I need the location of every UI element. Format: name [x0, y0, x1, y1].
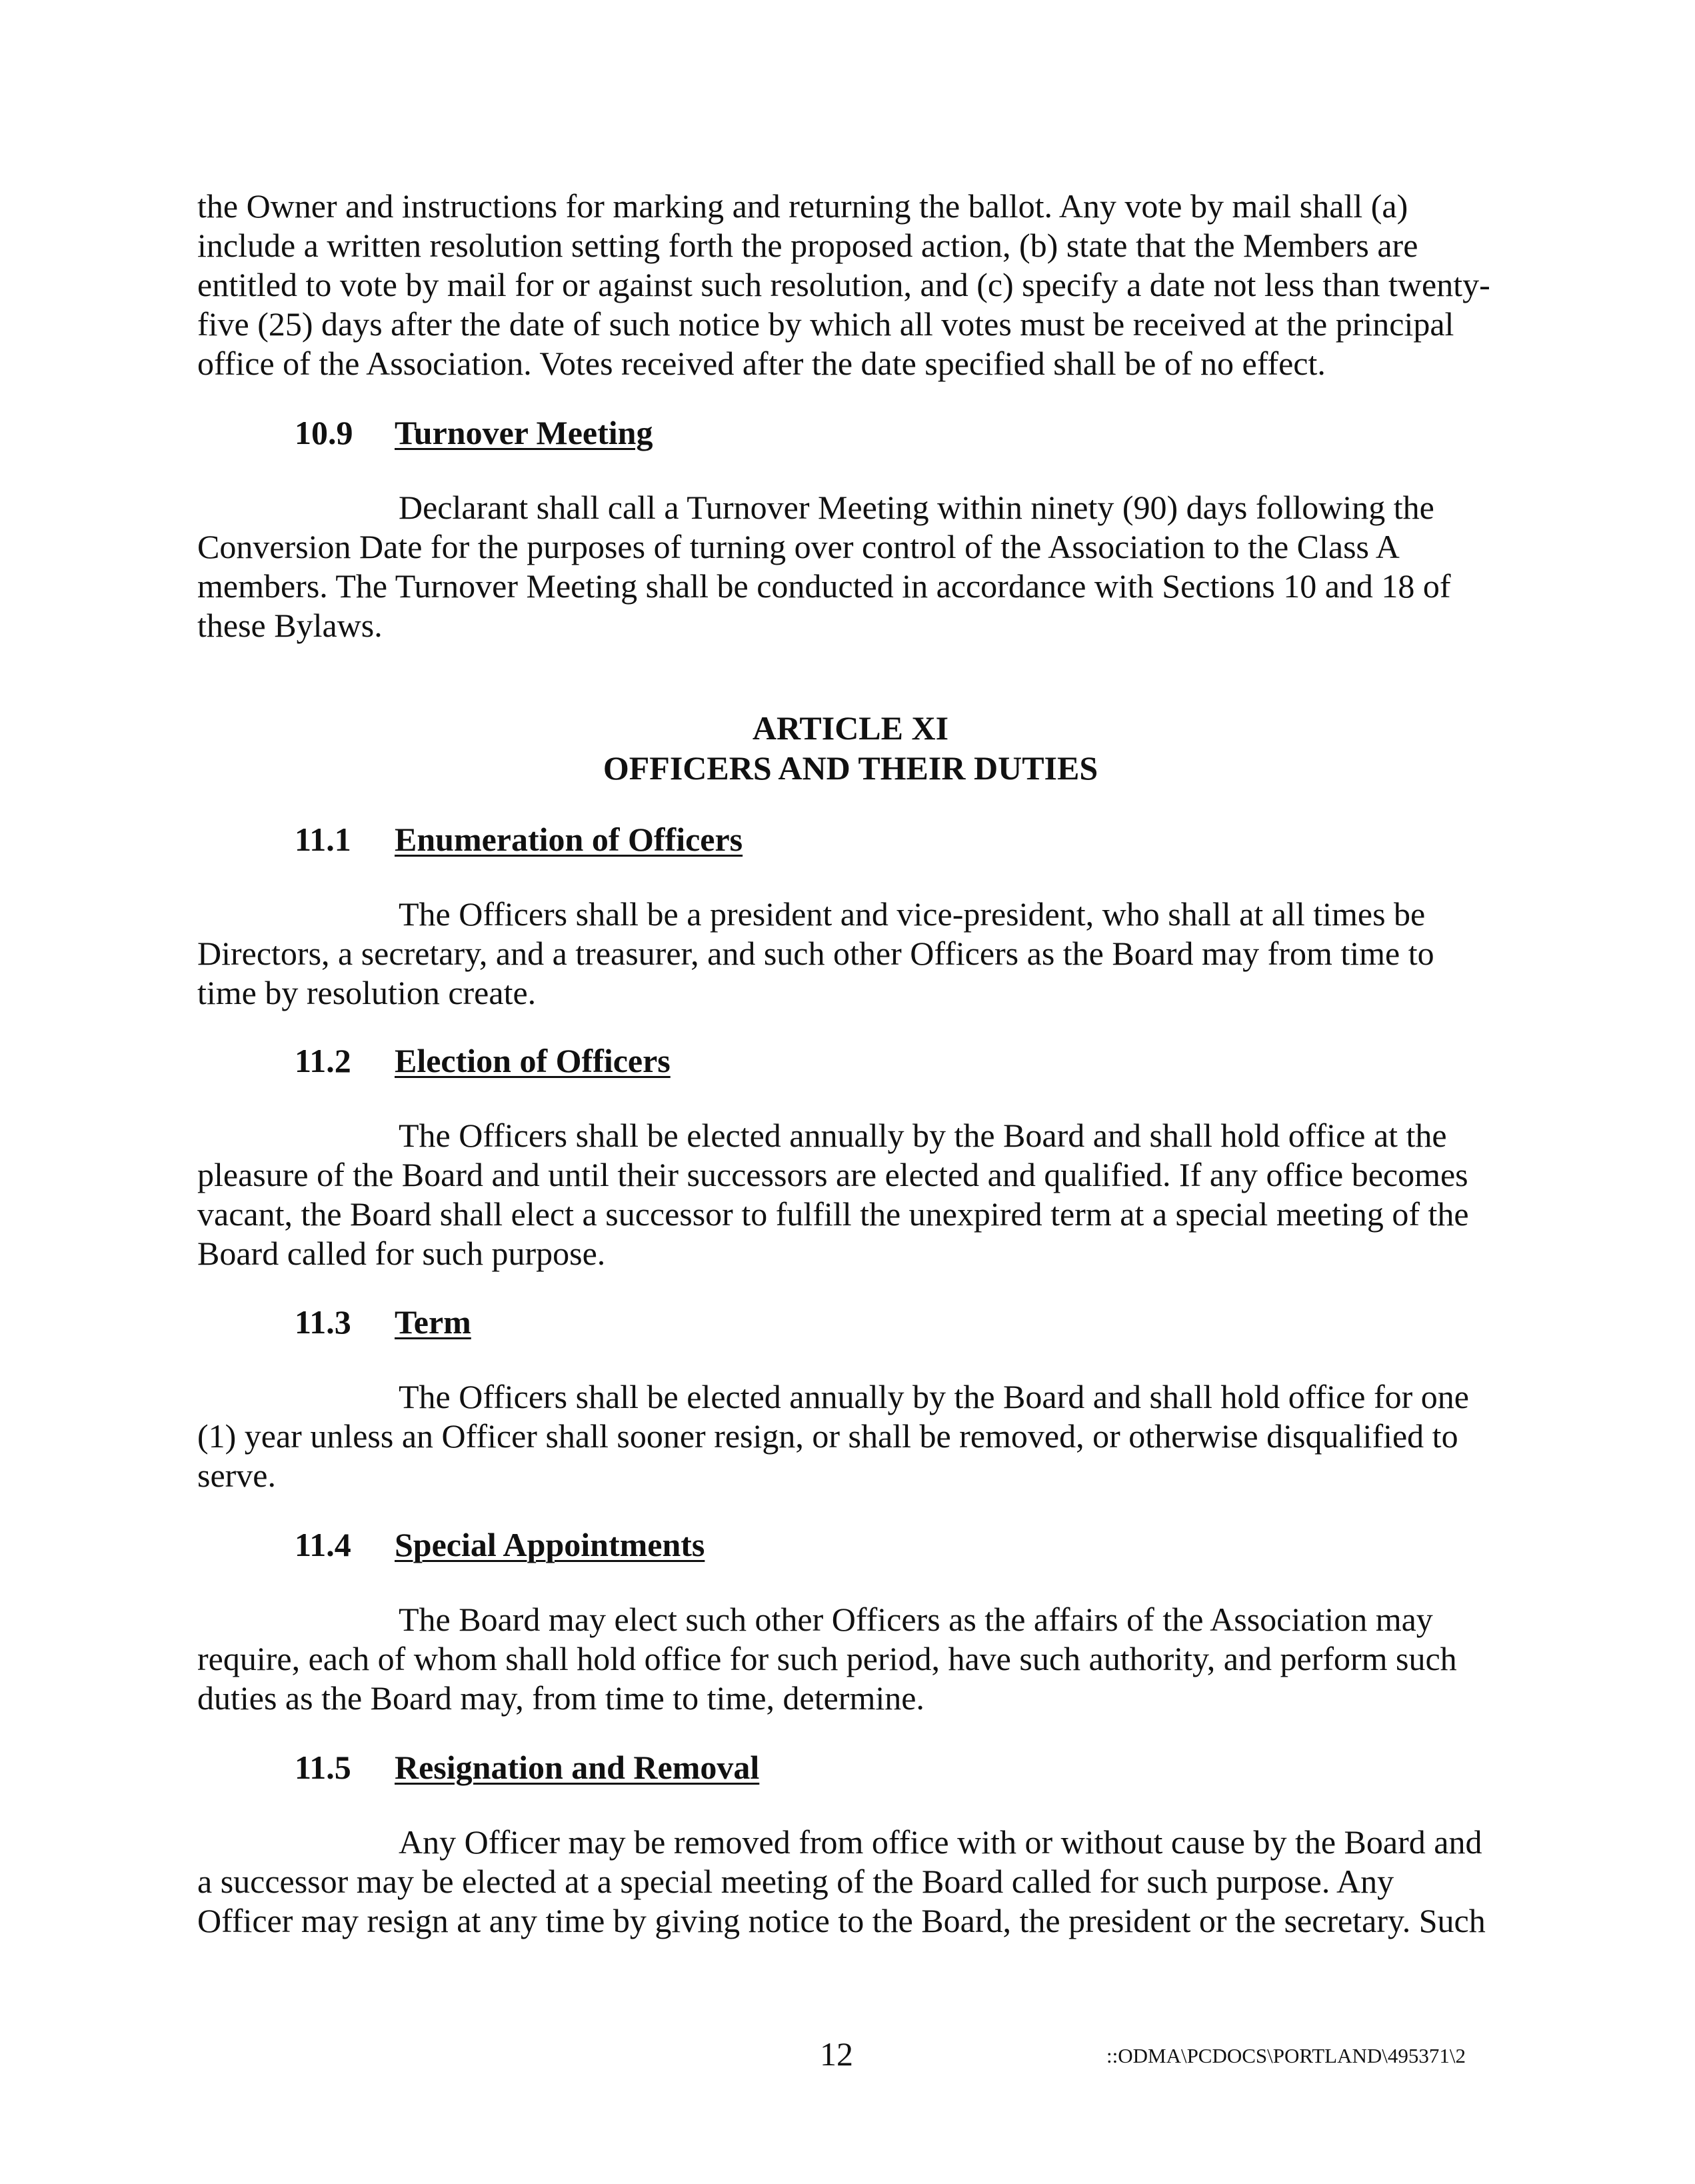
text-line: Declarant shall call a Turnover Meeting within ninety (90) days following the — [399, 489, 1434, 526]
section-11-1-body — [197, 895, 1504, 1013]
section-number: 11.2 — [295, 1042, 351, 1079]
text-line: The Officers shall be elected annually by the Board and shall hold office at the — [399, 1117, 1447, 1154]
page-number: 12 — [820, 2035, 853, 2073]
text-line: these Bylaws. — [197, 607, 383, 644]
text-line: vacant, the Board shall elect a successor to fulfill the unexpired term at a special meeting of the — [197, 1195, 1469, 1233]
section-number: 10.9 — [295, 414, 353, 451]
section-number: 11.1 — [295, 821, 351, 858]
text-line: Any Officer may be removed from office with or without cause by the Board and — [399, 1823, 1482, 1861]
text-line: Conversion Date for the purposes of turning over control of the Association to the Class A — [197, 528, 1400, 565]
text-line: The Board may elect such other Officers as the affairs of the Association may — [399, 1601, 1433, 1638]
text-line: a successor may be elected at a special meeting of the Board called for such purpose. Any — [197, 1863, 1394, 1900]
text-line: duties as the Board may, from time to time, determine. — [197, 1679, 924, 1717]
text-line: require, each of whom shall hold office for such period, have such authority, and perform such — [197, 1640, 1457, 1677]
text-line: pleasure of the Board and until their successors are elected and qualified. If any office becomes — [197, 1156, 1468, 1193]
section-heading-11-3 — [295, 1303, 471, 1342]
text-line: entitled to vote by mail for or against such resolution, and (c) specify a date not less than twenty- — [197, 266, 1490, 303]
section-11-4-body — [197, 1600, 1504, 1718]
article-title: OFFICERS AND THEIR DUTIES — [603, 749, 1098, 787]
article-heading — [197, 708, 1504, 788]
text-line: Board called for such purpose. — [197, 1235, 606, 1272]
text-line: office of the Association. Votes received after the date specified shall be of no effect. — [197, 345, 1326, 382]
text-line: the Owner and instructions for marking and returning the ballot. Any vote by mail shall (a) — [197, 187, 1408, 225]
section-title: Special Appointments — [395, 1526, 705, 1563]
text-line: members. The Turnover Meeting shall be conducted in accordance with Sections 10 and 18 of — [197, 567, 1451, 605]
section-heading-11-2 — [295, 1041, 671, 1081]
section-number: 11.5 — [295, 1749, 351, 1786]
section-number: 11.4 — [295, 1526, 351, 1563]
text-line: Directors, a secretary, and a treasurer, and such other Officers as the Board may from time to — [197, 935, 1434, 972]
text-line: Officer may resign at any time by giving notice to the Board, the president or the secretary. Such — [197, 1902, 1486, 1939]
article-number: ARTICLE XI — [752, 709, 949, 747]
section-title: Resignation and Removal — [395, 1749, 760, 1786]
text-line: The Officers shall be a president and vice-president, who shall at all times be — [399, 895, 1426, 933]
text-line: five (25) days after the date of such notice by which all votes must be received at the principal — [197, 305, 1454, 343]
section-heading-11-4 — [295, 1525, 705, 1565]
section-title: Turnover Meeting — [395, 414, 653, 451]
text-line: (1) year unless an Officer shall sooner resign, or shall be removed, or otherwise disqualified to — [197, 1417, 1458, 1455]
section-title: Term — [395, 1303, 471, 1341]
section-heading-10-9 — [295, 413, 653, 453]
section-title: Enumeration of Officers — [395, 821, 743, 858]
document-code: ::ODMA\PCDOCS\PORTLAND\495371\2 — [1106, 2044, 1466, 2067]
section-number: 11.3 — [295, 1303, 351, 1341]
text-line: include a written resolution setting forth the proposed action, (b) state that the Members are — [197, 227, 1418, 264]
text-line: The Officers shall be elected annually by the Board and shall hold office for one — [399, 1378, 1469, 1415]
section-11-3-body — [197, 1377, 1504, 1495]
section-11-2-body — [197, 1116, 1504, 1273]
section-heading-11-1 — [295, 820, 743, 859]
text-line: time by resolution create. — [197, 974, 537, 1011]
section-11-5-body — [197, 1823, 1504, 1941]
continuation-paragraph — [197, 187, 1504, 383]
section-heading-11-5 — [295, 1748, 759, 1787]
text-line: serve. — [197, 1457, 276, 1494]
section-10-9-body — [197, 488, 1504, 645]
section-title: Election of Officers — [395, 1042, 671, 1079]
